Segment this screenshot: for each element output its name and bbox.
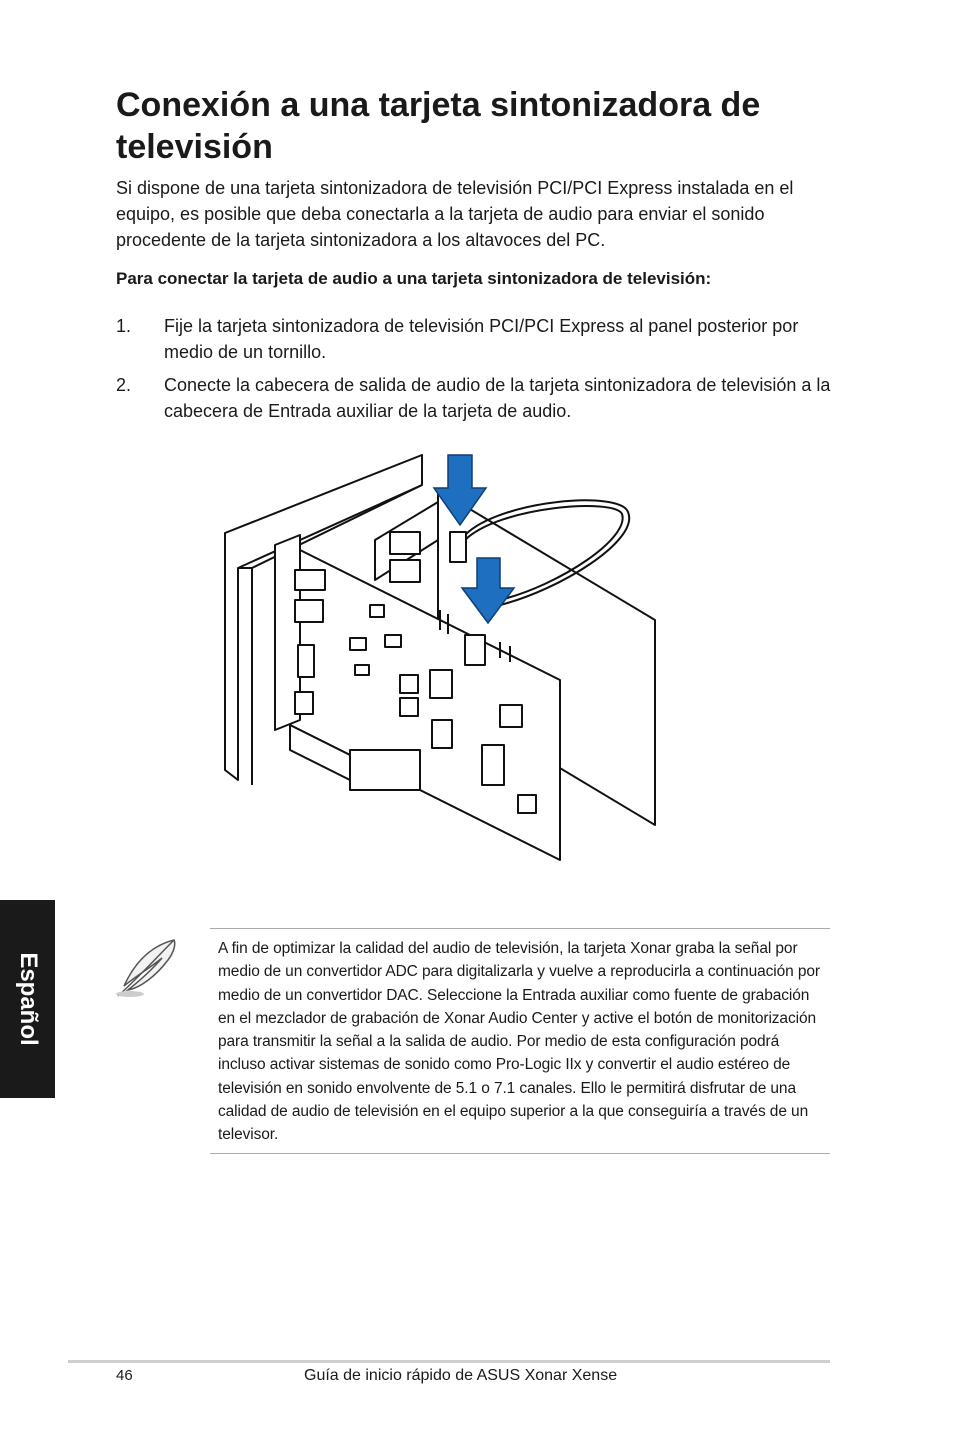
steps-list bbox=[116, 313, 836, 431]
step-number: 1. bbox=[116, 316, 132, 336]
feather-quill-icon bbox=[110, 936, 180, 1000]
footer-divider bbox=[68, 1360, 830, 1363]
step-text: Conecte la cabecera de salida de audio de la tarjeta sintonizadora de televisión a la cabecera de Entrada auxiliar de la tarjeta de audio. bbox=[164, 375, 831, 421]
language-tab bbox=[0, 900, 55, 1098]
note-box bbox=[210, 928, 830, 1154]
footer-title: Guía de inicio rápido de ASUS Xonar Xense bbox=[304, 1367, 618, 1384]
intro-paragraph: Si dispone de una tarjeta sintonizadora de televisión PCI/PCI Express instalada en el equipo, es posible que deba conectarla a la tarjeta de audio para enviar el sonido procedente de la tarjeta sintonizadora a los altavoces del PC. bbox=[116, 178, 794, 250]
page-number: 46 bbox=[116, 1367, 133, 1384]
page-title: Conexión a una tarjeta sintonizadora de televisión bbox=[116, 86, 761, 166]
step-number: 2. bbox=[116, 375, 132, 395]
installation-illustration bbox=[200, 440, 680, 880]
procedure-heading: Para conectar la tarjeta de audio a una tarjeta sintonizadora de televisión: bbox=[116, 269, 712, 288]
step-item bbox=[116, 313, 836, 365]
language-label: Español bbox=[14, 952, 42, 1046]
note-text: A fin de optimizar la calidad del audio de televisión, la tarjeta Xonar graba la señal por medio de un convertidor ADC para digitalizarla y vuelve a reproducirla a continuación por medio de un convertidor DAC. Seleccione la Entrada auxiliar como fuente de grabación en el mezclador de grabación de Xonar Audio Center y active el botón de monitorización para transmitir la señal a la salida de audio. Por medio de esta configuración podrá incluso activar sistemas de sonido como Pro-Logic IIx y convertir el audio estéreo de televisión en sonido envolvente de 5.1 o 7.1 canales. Ello le permitirá disfrutar de una calidad de audio de televisión en el equipo superior a la que conseguiría a través de un televisor. bbox=[218, 940, 820, 1144]
step-text: Fije la tarjeta sintonizadora de televisión PCI/PCI Express al panel posterior por medio de un tornillo. bbox=[164, 316, 799, 362]
step-item bbox=[116, 372, 836, 424]
